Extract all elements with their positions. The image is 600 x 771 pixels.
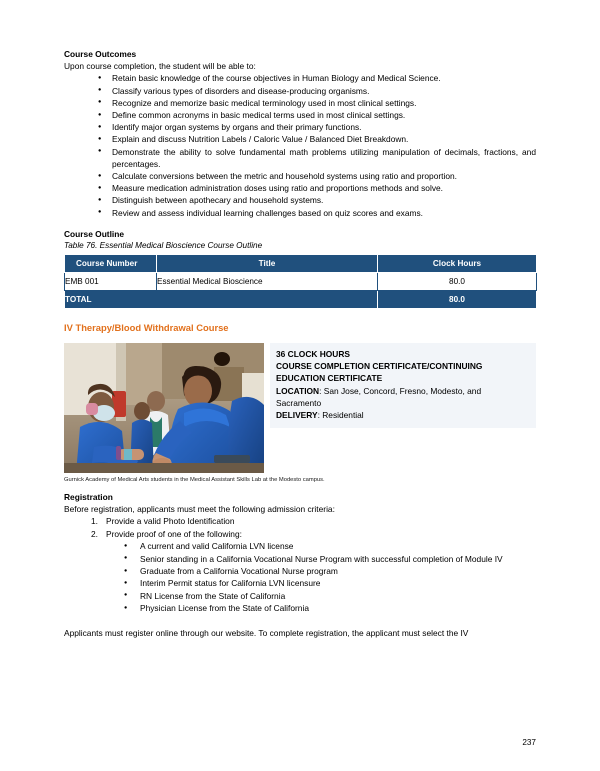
info-certificate-text-2: EDUCATION CERTIFICATE: [276, 373, 383, 384]
course-outcomes-intro: Upon course completion, the student will be able to:: [64, 61, 256, 72]
course-outcomes-heading: Course Outcomes: [64, 49, 137, 59]
registration-closing-paragraph: Applicants must register online through our website. To complete registration, the applicant must select the IV: [64, 627, 469, 638]
list-item: ● Interim Permit status for California LVN licensure: [106, 577, 536, 589]
info-location-continued: Sacramento: [276, 397, 322, 408]
cell-course-number: EMB 001: [65, 273, 157, 291]
list-item: ● Review and assess individual learning challenges based on quiz scores and exams.: [64, 207, 536, 219]
list-item-label: Provide proof of one of the following:: [106, 528, 242, 539]
column-header-clock-hours: Clock Hours: [378, 255, 537, 273]
list-item: ● Physician License from the State of California: [106, 602, 536, 614]
info-location-line: [276, 385, 530, 397]
proof-options-list: [106, 540, 536, 614]
list-item: ● A current and valid California LVN license: [106, 540, 536, 552]
registration-intro: Before registration, applicants must meet the following admission criteria:: [64, 504, 335, 515]
list-item: ● Graduate from a California Vocational Nurse program: [106, 565, 536, 577]
info-clock-hours: [276, 348, 530, 360]
course-info-box: [270, 343, 536, 428]
list-item: ● Retain basic knowledge of the course objectives in Human Biology and Medical Science.: [64, 72, 536, 84]
list-item: ● Classify various types of disorders and disease-producing organisms.: [64, 85, 536, 97]
registration-heading: Registration: [64, 492, 113, 503]
list-item: ● Demonstrate the ability to solve fundamental math problems utilizing manipulation of decimals, fractions, and percentages.: [64, 146, 536, 170]
info-location-label: LOCATION: [276, 385, 320, 396]
list-item: ● Distinguish between apothecary and household systems.: [64, 194, 536, 206]
registration-criteria-list: [64, 515, 536, 614]
course-outline-table: [64, 254, 537, 309]
list-item: ● Calculate conversions between the metric and household systems using ratio and proportion.: [64, 170, 536, 182]
iv-therapy-media-row: [64, 343, 536, 484]
info-delivery-line: [276, 409, 530, 421]
cell-total-label: TOTAL: [65, 291, 378, 309]
table-total-row: [65, 291, 537, 309]
list-item: ● Recognize and memorize basic medical terminology used in most clinical settings.: [64, 97, 536, 109]
table-header-row: [65, 255, 537, 273]
list-item: ● Senior standing in a California Vocational Nurse Program with successful completion of Module IV: [106, 553, 536, 565]
info-certificate-line-1: [276, 360, 530, 372]
info-location-value: : San Jose, Concord, Fresno, Modesto, and: [319, 385, 482, 396]
table-row: [65, 273, 537, 291]
list-item: ● Measure medication administration doses using ratio and proportions methods and solve.: [64, 182, 536, 194]
cell-clock-hours: 80.0: [378, 273, 537, 291]
course-outcomes-list: [64, 72, 536, 218]
list-item: [64, 528, 536, 615]
list-item: ● Define common acronyms in basic medical terms used in most clinical settings.: [64, 109, 536, 121]
list-item: Provide a valid Photo Identification: [106, 516, 235, 527]
list-item: ● Identify major organ systems by organs and their primary functions.: [64, 121, 536, 133]
table-caption: Table 76. Essential Medical Bioscience Course Outline: [64, 241, 263, 251]
page-number: 237: [522, 738, 536, 747]
info-delivery-label: DELIVERY: [276, 410, 318, 421]
skills-lab-photo: [64, 343, 264, 473]
info-delivery-value: : Residential: [317, 410, 364, 421]
info-certificate-text-1: COURSE COMPLETION CERTIFICATE/CONTINUING: [276, 361, 483, 372]
cell-title: Essential Medical Bioscience: [157, 273, 378, 291]
cell-total-hours: 80.0: [378, 291, 537, 309]
list-item: ● RN License from the State of California: [106, 590, 536, 602]
photo-caption: Gurnick Academy of Medical Arts students in the Medical Assistant Skills Lab at the Modesto campus.: [64, 477, 325, 484]
info-clock-hours-value: 36 CLOCK HOURS: [276, 349, 350, 360]
info-certificate-line-2: [276, 372, 530, 384]
list-item: ● Explain and discuss Nutrition Labels / Caloric Value / Balanced Diet Breakdown.: [64, 133, 536, 145]
course-outline-heading: Course Outline: [64, 228, 125, 239]
column-header-course-number: Course Number: [65, 255, 157, 273]
iv-therapy-section-heading: IV Therapy/Blood Withdrawal Course: [64, 322, 229, 334]
page-content: [64, 48, 536, 747]
column-header-title: Title: [157, 255, 378, 273]
